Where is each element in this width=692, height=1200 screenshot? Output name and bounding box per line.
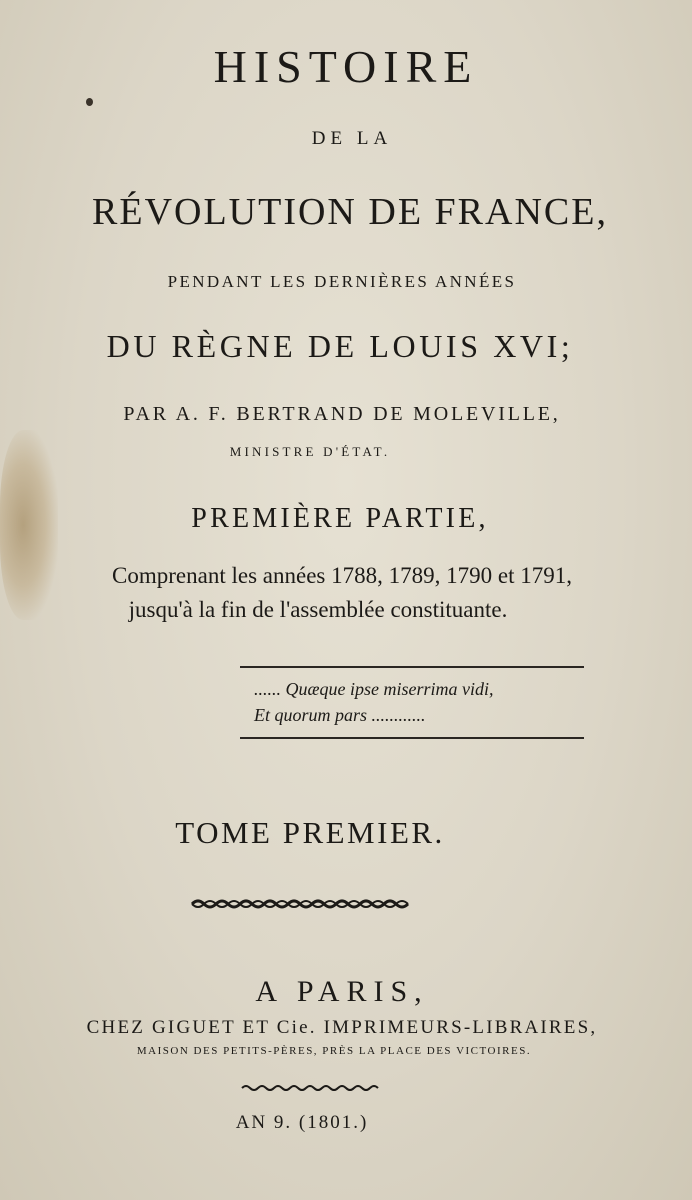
scope-line-1: Comprenant les années 1788, 1789, 1790 et 1791,: [112, 563, 572, 588]
imprint-publisher: CHEZ GIGUET ET Cie. IMPRIMEURS-LIBRAIRES,: [86, 1017, 598, 1038]
epigraph-rule-top: [240, 666, 584, 668]
volume-label: TOME PREMIER.: [175, 815, 445, 850]
imprint-place: A PARIS,: [255, 975, 429, 1008]
ornament-rule: [190, 896, 416, 912]
title-subject: RÉVOLUTION DE FRANCE,: [92, 191, 608, 233]
book-title: HISTOIRE: [213, 41, 479, 92]
part-heading: PREMIÈRE PARTIE,: [191, 503, 489, 534]
author-title: MINISTRE D'ÉTAT.: [229, 444, 391, 459]
scope-line-2: jusqu'à la fin de l'assemblée constituante.: [128, 597, 508, 622]
title-reign: DU RÈGNE DE LOUIS XVI;: [106, 328, 574, 364]
epigraph-line-1: ...... Quæque ipse miserrima vidi,: [254, 679, 494, 699]
epigraph-rule-bottom: [240, 737, 584, 739]
title-connector: DE LA: [311, 128, 393, 149]
epigraph-line-2: Et quorum pars ............: [254, 705, 426, 725]
imprint-address: MAISON DES PETITS-PÈRES, PRÈS LA PLACE DES VICTOIRES.: [136, 1045, 532, 1057]
title-period: PENDANT LES DERNIÈRES ANNÉES: [167, 272, 517, 291]
imprint-date: AN 9. (1801.): [235, 1112, 369, 1133]
author-line: PAR A. F. BERTRAND DE MOLEVILLE,: [123, 403, 561, 425]
small-ornament-rule: [240, 1083, 382, 1093]
ink-spot: [86, 98, 93, 106]
